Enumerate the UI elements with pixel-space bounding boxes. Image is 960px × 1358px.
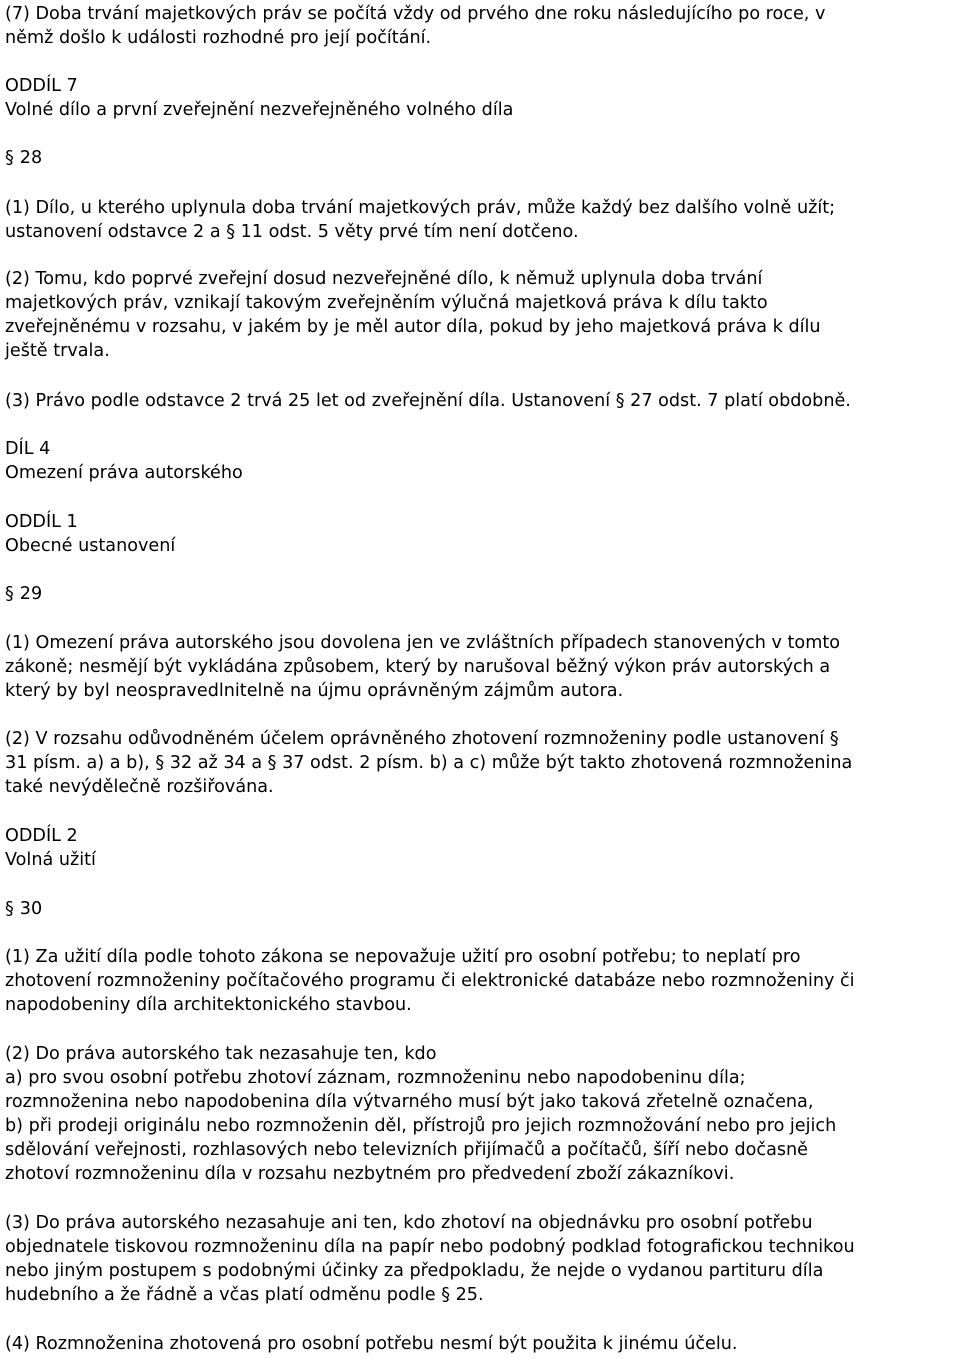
text-line: (3) Do práva autorského nezasahuje ani ten, kdo zhotoví na objednávku pro osobní potřebu [5, 1213, 813, 1233]
paragraph-number [5, 897, 42, 921]
section-heading: DÍL 4 [5, 439, 51, 459]
text-line: zhotoví rozmnoženinu díla v rozsahu nezbytném pro předvedení zboží zákazníkovi. [5, 1164, 735, 1184]
text-line: (3) Právo podle odstavce 2 trvá 25 let od zveřejnění díla. Ustanovení § 27 odst. 7 platí obdobně. [5, 391, 851, 411]
text-line: 31 písm. a) a b), § 32 až 34 a § 37 odst. 2 písm. b) a c) může být takto zhotovená rozmnoženina [5, 753, 853, 773]
text-line: majetkových práv, vznikají takovým zveřejněním výlučná majetková práva k dílu takto [5, 293, 768, 313]
section-number: 29 [19, 584, 43, 604]
paragraph-number [5, 146, 42, 170]
section-number: 28 [19, 148, 43, 168]
section-heading: ODDÍL 1 [5, 512, 78, 532]
section-heading: ODDÍL 7 [5, 76, 78, 96]
text-line: ustanovení odstavce 2 a § 11 odst. 5 věty prvé tím není dotčeno. [5, 222, 579, 242]
text-line: objednatele tiskovou rozmnoženinu díla na papír nebo podobný podklad fotografickou technikou [5, 1237, 855, 1257]
section-heading: ODDÍL 2 [5, 826, 78, 846]
text-line: nebo jiným postupem s podobnými účinky za předpokladu, že nejde o vydanou partituru díla [5, 1261, 824, 1281]
text-line: zákoně; nesmějí být vykládána způsobem, který by narušoval běžný výkon práv autorských a [5, 657, 831, 677]
section-symbol: § [5, 899, 14, 919]
text-line: b) při prodeji originálu nebo rozmnoženin děl, přístrojů pro jejich rozmnožování nebo pro jejich [5, 1116, 837, 1136]
text-line: napodobeniny díla architektonického stavbou. [5, 995, 412, 1015]
section-symbol: § [5, 148, 14, 168]
text-line: (1) Dílo, u kterého uplynula doba trvání majetkových práv, může každý bez dalšího volně užít; [5, 198, 836, 218]
text-line: který by byl neospravedlnitelně na újmu oprávněným zájmům autora. [5, 681, 624, 701]
text-line: (2) V rozsahu odůvodněném účelem oprávněného zhotovení rozmnoženiny podle ustanovení § [5, 729, 839, 749]
section-title: Obecné ustanovení [5, 536, 176, 556]
text-line: zveřejněnému v rozsahu, v jakém by je měl autor díla, pokud by jeho majetková práva k dílu [5, 317, 821, 337]
text-line: ještě trvala. [5, 341, 110, 361]
text-line: (7) Doba trvání majetkových práv se počítá vždy od prvého dne roku následujícího po roce, v [5, 4, 826, 24]
text-line: (4) Rozmnoženina zhotovená pro osobní potřebu nesmí být použita k jinému účelu. [5, 1334, 738, 1354]
text-line: zhotovení rozmnoženiny počítačového programu či elektronické databáze nebo rozmnoženiny či [5, 971, 855, 991]
text-line: také nevýdělečně rozšiřována. [5, 777, 274, 797]
section-title: Omezení práva autorského [5, 463, 243, 483]
section-number: 30 [19, 899, 43, 919]
text-line: (1) Omezení práva autorského jsou dovolena jen ve zvláštních případech stanovených v tomto [5, 633, 840, 653]
text-line: němž došlo k události rozhodné pro její počítání. [5, 28, 432, 48]
text-line: (2) Do práva autorského tak nezasahuje ten, kdo [5, 1044, 437, 1064]
text-line: a) pro svou osobní potřebu zhotoví záznam, rozmnoženinu nebo napodobeninu díla; [5, 1068, 746, 1088]
section-title: Volná užití [5, 850, 96, 870]
text-line: sdělování veřejnosti, rozhlasových nebo televizních přijímačů a počítačů, šíří nebo dočasně [5, 1140, 808, 1160]
text-line: rozmnoženina nebo napodobenina díla výtvarného musí být jako taková zřetelně označena, [5, 1092, 814, 1112]
text-line: hudebního a že řádně a včas platí odměnu podle § 25. [5, 1285, 484, 1305]
paragraph-number [5, 582, 42, 606]
section-symbol: § [5, 584, 14, 604]
text-line: (2) Tomu, kdo poprvé zveřejní dosud nezveřejněné dílo, k němuž uplynula doba trvání [5, 269, 763, 289]
text-line: (1) Za užití díla podle tohoto zákona se nepovažuje užití pro osobní potřebu; to neplatí pro [5, 947, 801, 967]
section-title: Volné dílo a první zveřejnění nezveřejněného volného díla [5, 100, 514, 120]
